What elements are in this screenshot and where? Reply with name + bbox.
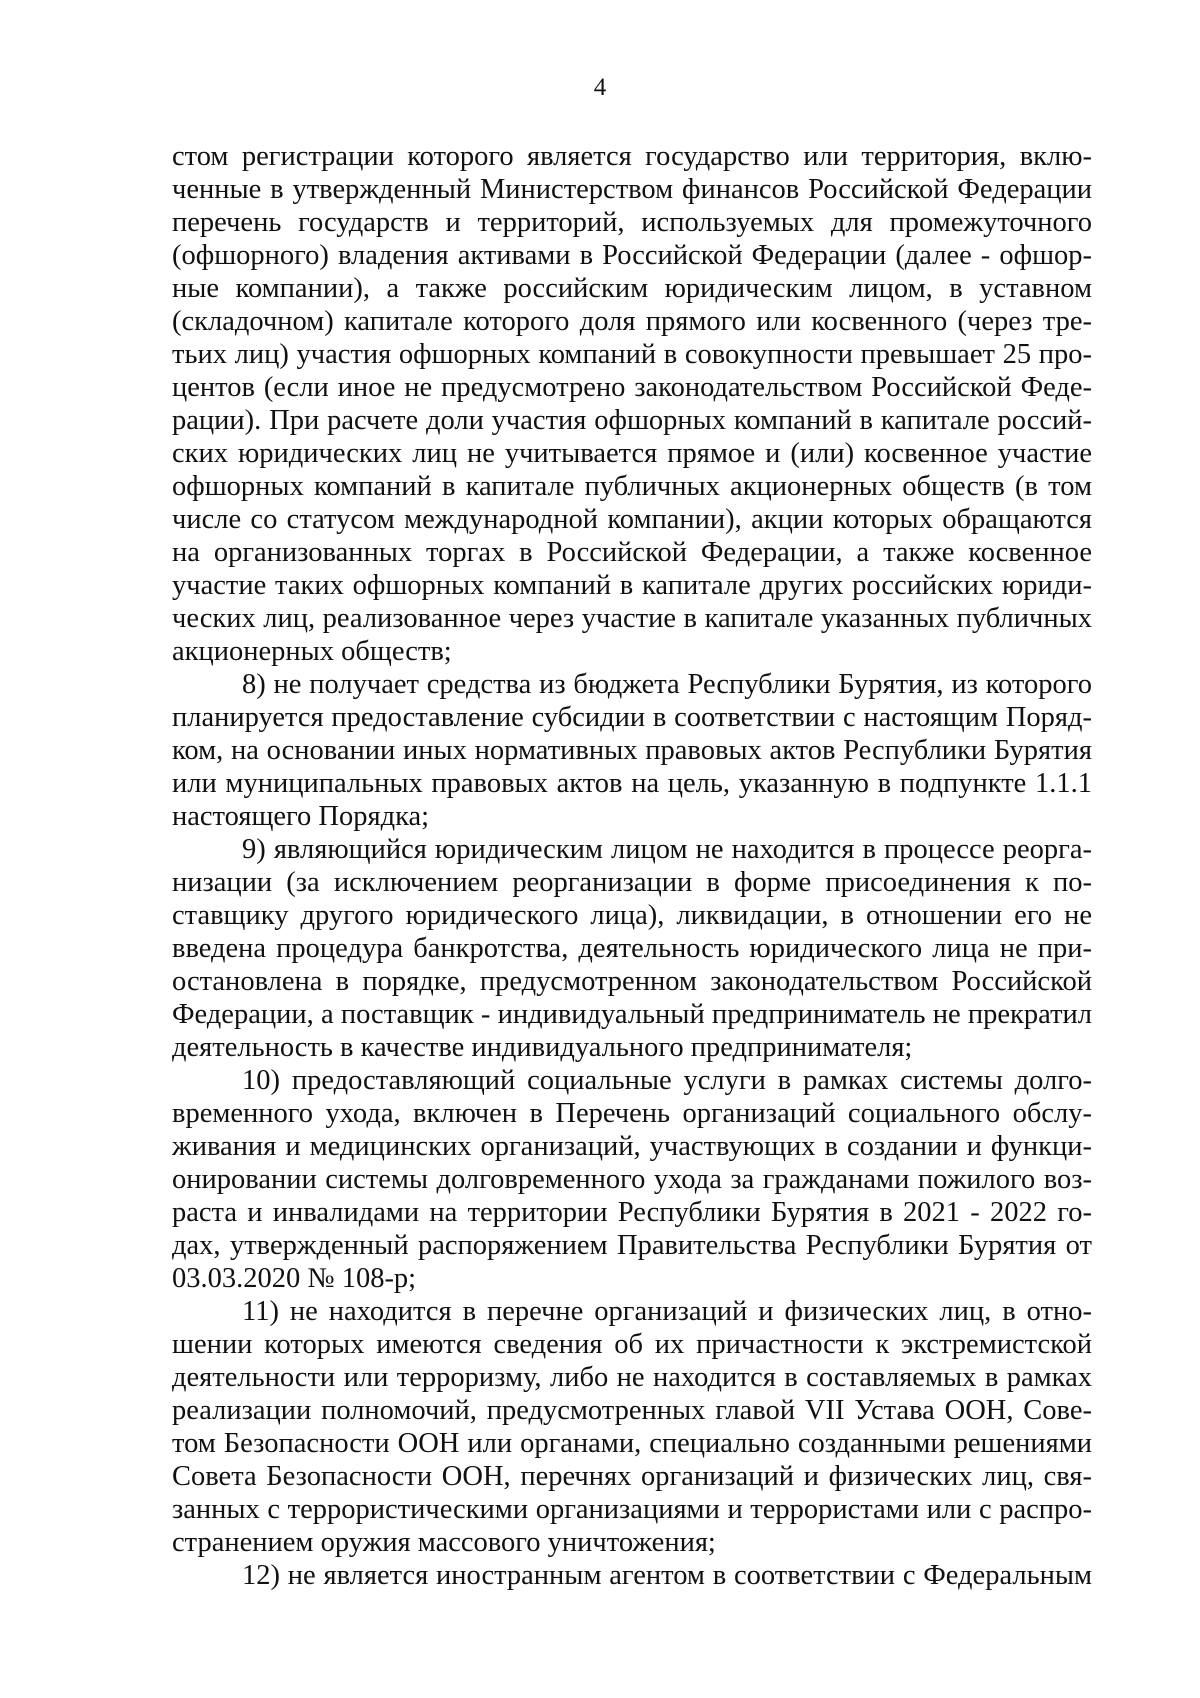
text-line: числе со статусом международной компании), акции которых обращаются [172, 504, 1092, 535]
text-line: на организованных торгах в Российской Федерации, а также косвенное [172, 537, 1092, 568]
text-line: стом регистрации которого является государство или территория, вклю- [172, 141, 1092, 172]
text-line: 11) не находится в перечне организаций и физических лиц, в отно- [242, 1296, 1092, 1327]
text-line: тьих лиц) участия офшорных компаний в совокупности превышает 25 про- [172, 339, 1092, 370]
text-line: ческих лиц, реализованное через участие в капитале указанных публичных [172, 603, 1092, 634]
text-line: временного ухода, включен в Перечень организаций социального обслу- [172, 1098, 1092, 1129]
text-line: ком, на основании иных нормативных правовых актов Республики Бурятия [172, 735, 1092, 766]
text-line: 03.03.2020 № 108-р; [172, 1263, 417, 1294]
page-number: 4 [593, 74, 607, 101]
text-line: дах, утвержденный распоряжением Правительства Республики Бурятия от [172, 1230, 1092, 1261]
text-line: ских юридических лиц не учитывается прямое и (или) косвенное участие [172, 438, 1092, 469]
text-line: остановлена в порядке, предусмотренном законодательством Российской [172, 966, 1092, 997]
text-line: ставщику другого юридического лица), ликвидации, в отношении его не [172, 900, 1092, 931]
text-line: деятельности или терроризму, либо не находится в составляемых в рамках [172, 1362, 1092, 1393]
text-line: акционерных обществ; [172, 636, 452, 667]
document-body [172, 140, 1092, 1592]
text-line: Федерации, а поставщик - индивидуальный предприниматель не прекратил [172, 999, 1092, 1030]
text-line: ные компании), а также российским юридическим лицом, в уставном [172, 273, 1092, 304]
text-line: 8) не получает средства из бюджета Республики Бурятия, из которого [242, 669, 1092, 700]
text-line: офшорных компаний в капитале публичных акционерных обществ (в том [172, 471, 1092, 502]
text-line: введена процедура банкротства, деятельность юридического лица не при- [172, 933, 1092, 964]
text-line: раста и инвалидами на территории Республики Бурятия в 2021 - 2022 го- [172, 1197, 1092, 1228]
text-line: онировании системы долговременного ухода за гражданами пожилого воз- [172, 1164, 1092, 1195]
text-line: живания и медицинских организаций, участвующих в создании и функци- [172, 1131, 1092, 1162]
text-line: 12) не является иностранным агентом в соответствии с Федеральным [242, 1560, 1092, 1591]
text-line: деятельность в качестве индивидуального предпринимателя; [172, 1032, 913, 1063]
text-line: (складочном) капитале которого доля прямого или косвенного (через тре- [172, 306, 1092, 337]
text-line: низации (за исключением реорганизации в форме присоединения к по- [172, 867, 1092, 898]
text-line: том Безопасности ООН или органами, специально созданными решениями [172, 1428, 1092, 1459]
text-line: или муниципальных правовых актов на цель, указанную в подпункте 1.1.1 [172, 768, 1092, 799]
text-line: участие таких офшорных компаний в капитале других российских юриди- [172, 570, 1092, 601]
text-line: настоящего Порядка; [172, 801, 430, 832]
text-line: занных с террористическими организациями и террористами или с распро- [172, 1494, 1092, 1525]
text-line: шении которых имеются сведения об их причастности к экстремистской [172, 1329, 1092, 1360]
text-line: рации). При расчете доли участия офшорных компаний в капитале россий- [172, 405, 1092, 436]
text-line: (офшорного) владения активами в Российской Федерации (далее - офшор- [172, 240, 1092, 271]
text-line: Совета Безопасности ООН, перечнях организаций и физических лиц, свя- [172, 1461, 1092, 1492]
text-line: 9) являющийся юридическим лицом не находится в процессе реорга- [242, 834, 1092, 865]
text-line: странением оружия массового уничтожения; [172, 1527, 716, 1558]
text-line: центов (если иное не предусмотрено законодательством Российской Феде- [172, 372, 1092, 403]
text-line: перечень государств и территорий, используемых для промежуточного [172, 207, 1092, 238]
text-line: 10) предоставляющий социальные услуги в рамках системы долго- [242, 1065, 1092, 1096]
text-line: планируется предоставление субсидии в соответствии с настоящим Поряд- [172, 702, 1092, 733]
text-line: реализации полномочий, предусмотренных главой VII Устава ООН, Сове- [172, 1395, 1092, 1426]
text-line: ченные в утвержденный Министерством финансов Российской Федерации [172, 174, 1092, 205]
